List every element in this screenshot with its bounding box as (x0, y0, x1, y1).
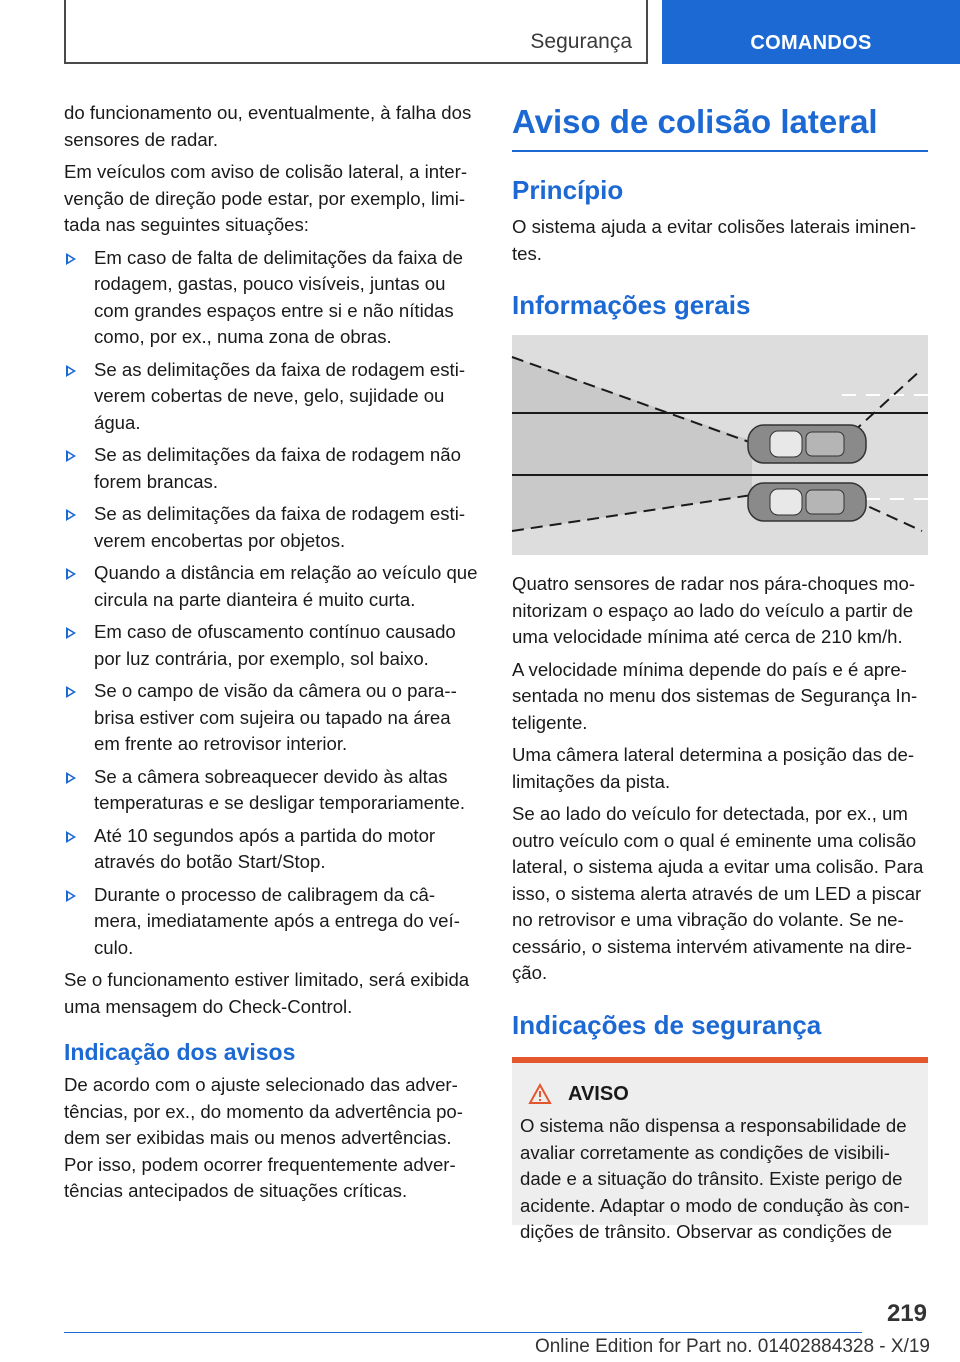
arrow-bullet-icon (66, 365, 76, 377)
footer-divider (64, 1332, 862, 1333)
list-item: Quando a distância em relação ao veículo que circula na parte dianteira é muito curta. (64, 560, 478, 613)
list-item: Se as delimitações da faixa de rodagem não forem brancas. (64, 442, 478, 495)
page-title: Aviso de colisão lateral (512, 100, 928, 152)
chapter-tab[interactable]: COMANDOS (662, 0, 960, 64)
paragraph: Uma câmera lateral determina a posição das de-limitações da pista. (512, 744, 915, 792)
paragraph: Quatro sensores de radar nos pára-choques mo-nitorizam o espaço ao lado do veículo a partir de uma velocidade mínima até cerca de 210 km/h. (512, 573, 916, 647)
list-item: Se o campo de visão da câmera ou o para--brisa estiver com sujeira ou tapado na área em frente ao retrovisor interior. (64, 678, 478, 758)
arrow-bullet-icon (66, 772, 76, 784)
paragraph: O sistema ajuda a evitar colisões laterais iminen-tes. (512, 216, 917, 264)
arrow-bullet-icon (66, 686, 76, 698)
warning-label: AVISO (568, 1082, 629, 1105)
warning-box (512, 1057, 928, 1242)
lane-diagram-illustration (512, 335, 928, 555)
arrow-bullet-icon (66, 509, 76, 521)
right-column (512, 100, 928, 1242)
list-item: Durante o processo de calibragem da câ-mera, imediatamente após a entrega do veí-culo. (64, 882, 478, 962)
warning-triangle-icon (528, 1083, 552, 1105)
paragraph: De acordo com o ajuste selecionado das adver-tências, por ex., do momento da advertência po-dem ser exibidas mais ou menos advertências. Por isso, podem ocorrer frequentemente adver-tências antecipados de situações críticas. (64, 1074, 463, 1201)
heading-safety: Indicações de segurança (512, 1009, 822, 1040)
list-item: Se as delimitações da faixa de rodagem esti-verem cobertas de neve, gelo, sujidade ou água. (64, 357, 478, 437)
left-column (64, 100, 478, 1211)
lane-diagram (512, 335, 928, 555)
header-frame (64, 0, 648, 64)
arrow-bullet-icon (66, 831, 76, 843)
arrow-bullet-icon (66, 890, 76, 902)
car-icon (748, 425, 866, 463)
warning-title (528, 1081, 922, 1108)
list-item: Em caso de falta de delimitações da faixa de rodagem, gastas, pouco visíveis, juntas ou com grandes espaços entre si e não nítidas como, por ex., numa zona de obras. (64, 245, 478, 351)
section-title: Segurança (530, 30, 632, 53)
subheading-warnings: Indicação dos avisos (64, 1039, 296, 1065)
arrow-bullet-icon (66, 627, 76, 639)
list-item: Até 10 segundos após a partida do motor através do botão Start/Stop. (64, 823, 478, 876)
warning-text: O sistema não dispensa a responsabilidade de avaliar corretamente as condições de visibili-dade e a situação do trânsito. Existe perigo de acidente. Adaptar o modo de condução às con-dições de trânsito. Observar as condições de (520, 1115, 910, 1242)
list-item: Se as delimitações da faixa de rodagem esti-verem encobertas por objetos. (64, 501, 478, 554)
car-icon (748, 483, 866, 521)
list-item: Em caso de ofuscamento contínuo causado por luz contrária, por exemplo, sol baixo. (64, 619, 478, 672)
limitation-list (64, 245, 478, 962)
arrow-bullet-icon (66, 450, 76, 462)
paragraph: do funcionamento ou, eventualmente, à falha dos sensores de radar. (64, 102, 472, 150)
page-number: 219 (886, 1300, 927, 1327)
paragraph: Se o funcionamento estiver limitado, será exibida uma mensagem do Check-Control. (64, 969, 470, 1017)
arrow-bullet-icon (66, 253, 76, 265)
paragraph: Se ao lado do veículo for detectada, por ex., um outro veículo com o qual é eminente uma colisão lateral, o sistema ajuda a evitar uma colisão. Para isso, o sistema alerta através de um LED a piscar no retrovisor e uma vibração do volante. Se ne-cessário, o sistema intervém ativamente na dire-ção. (512, 803, 924, 983)
arrow-bullet-icon (66, 568, 76, 580)
paragraph: Em veículos com aviso de colisão lateral, a inter-venção de direção pode estar, por exemplo, limi-tada nas seguintes situações: (64, 161, 468, 235)
paragraph: A velocidade mínima depende do país e é apre-sentada no menu dos sistemas de Segurança In-teligente. (512, 658, 918, 733)
heading-general-info: Informações gerais (512, 290, 751, 320)
footer-edition: Online Edition for Part no. 01402884328 - X/19 (534, 1336, 930, 1357)
heading-principle: Princípio (512, 175, 624, 205)
list-item: Se a câmera sobreaquecer devido às altas temperaturas e se desligar temporariamente. (64, 764, 478, 817)
